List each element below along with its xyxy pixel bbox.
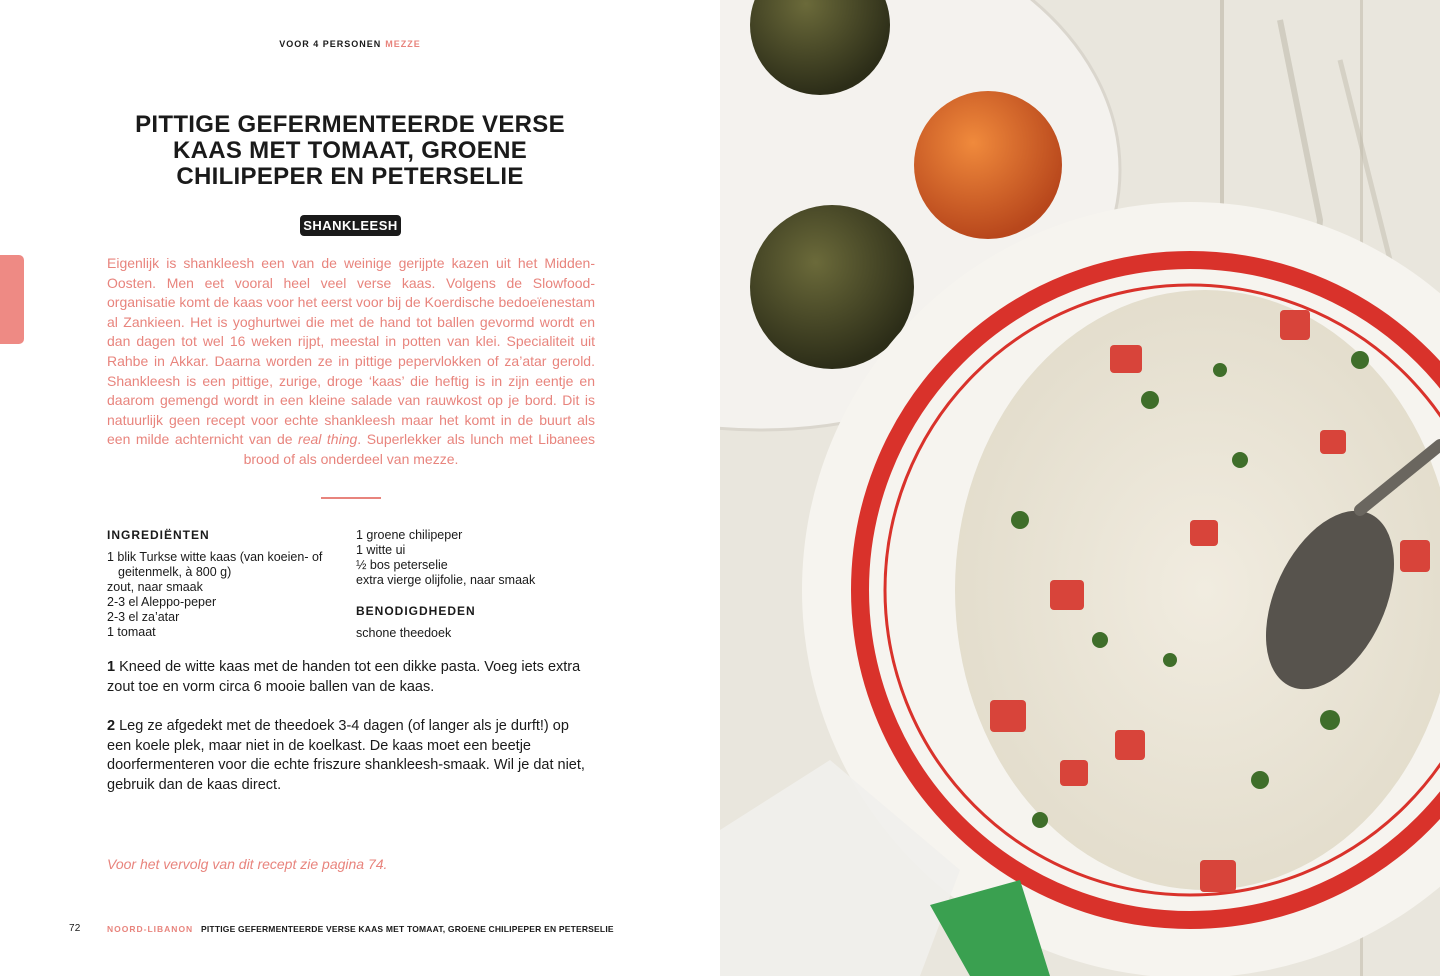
intro-text: Eigenlijk is shankleesh een van de weinige gerijpte kazen uit het Midden-Oosten. Men eet vooral heel veel verse kaas. Volgens de Slowfood-organisatie komt de kaas voor het eerst voor bij de Koerdische bedoeïenestam al Zankieen. Het is yoghurtwei die met de hand tot ballen gevormd wordt en dan dagen tot wel 16 weken rijpt, meestal in potten van klei. Specialiteit uit Rahbe in Akkar. Daarna worden ze in pittige pepervlokken of za’atar gerold. Shankleesh is een pittige, zurige, droge ‘kaas’ die heftig is in zijn eentje en daarom gemengd wordt in een kleine salade van rauwkost op je bord. Dit is natuurlijk geen recept voor echte shankleesh maar het komt in de buurt als een milde achternicht van de — [107, 255, 595, 448]
ingredient-item: extra vierge olijfolie, naar smaak — [356, 573, 536, 587]
equipment-item: schone theedoek — [356, 626, 452, 640]
running-header — [0, 39, 700, 49]
footer-title: PITTIGE GEFERMENTEERDE VERSE KAAS MET TOMAAT, GROENE CHILIPEPER EN PETERSELIE — [201, 924, 614, 934]
chapter-tab-marker — [0, 255, 24, 344]
page-number: 72 — [69, 923, 81, 934]
recipe-step-2 — [107, 717, 597, 795]
intro-emphasis: real thing — [298, 431, 358, 448]
ingredient-item: zout, naar smaak — [107, 580, 203, 594]
ingredient-item: 1 groene chilipeper — [356, 528, 463, 542]
food-photo-illustration — [720, 0, 1440, 976]
zaatar-cheese-ball — [750, 205, 914, 369]
pepper-cheese-ball — [914, 91, 1062, 239]
ingredients-list-continued — [356, 528, 606, 588]
servings-label: VOOR 4 PERSONEN — [279, 39, 382, 49]
step-text: Kneed de witte kaas met de handen tot een dikke pasta. Voeg iets extra zout toe en vorm circa 6 mooie ballen van de kaas. — [107, 659, 581, 695]
ingredient-item: 1 witte ui — [356, 543, 406, 557]
ingredient-item: 1 tomaat — [107, 625, 156, 639]
equipment-list — [356, 626, 606, 641]
ingredients-heading: INGREDIËNTEN — [107, 528, 210, 542]
ingredient-item: 1 blik Turkse witte kaas (van koeien- of geitenmelk, à 800 g) — [107, 550, 323, 579]
ingredient-item: 2-3 el za’atar — [107, 610, 180, 624]
section-divider — [321, 497, 381, 499]
recipe-photo — [720, 0, 1440, 976]
recipe-step-1 — [107, 658, 597, 697]
recipe-badge: SHANKLEESH — [300, 215, 401, 236]
step-number: 2 — [107, 718, 116, 734]
recipe-intro — [107, 254, 595, 470]
intro-text-end: . Superlekker als lunch met Libanees brood of als onderdeel van mezze. — [243, 431, 596, 467]
equipment-heading: BENODIGDHEDEN — [356, 604, 476, 618]
recipe-title: PITTIGE GEFERMENTEERDE VERSE KAAS MET TOMAAT, GROENE CHILIPEPER EN PETERSELIE — [135, 111, 565, 190]
footer-chapter: NOORD-LIBANON — [107, 924, 194, 934]
ingredient-item: 2-3 el Aleppo-peper — [107, 595, 217, 609]
ingredients-column-2 — [356, 528, 606, 641]
ingredients-list — [107, 550, 347, 640]
category-label: MEZZE — [385, 39, 421, 49]
step-text: Leg ze afgedekt met de theedoek 3-4 dagen (of langer als je durft!) op een koele plek, maar niet in de koelkast. De kaas moet een beetje doorfermenteren voor die echte friszure shankleesh-smaak. Wil je dat niet, gebruik dan de kaas direct. — [107, 718, 585, 793]
ingredients-column-1 — [107, 528, 347, 640]
continuation-note: Voor het vervolg van dit recept zie pagina 74. — [107, 856, 388, 872]
ingredient-item: ½ bos peterselie — [356, 558, 448, 572]
step-number: 1 — [107, 659, 116, 675]
